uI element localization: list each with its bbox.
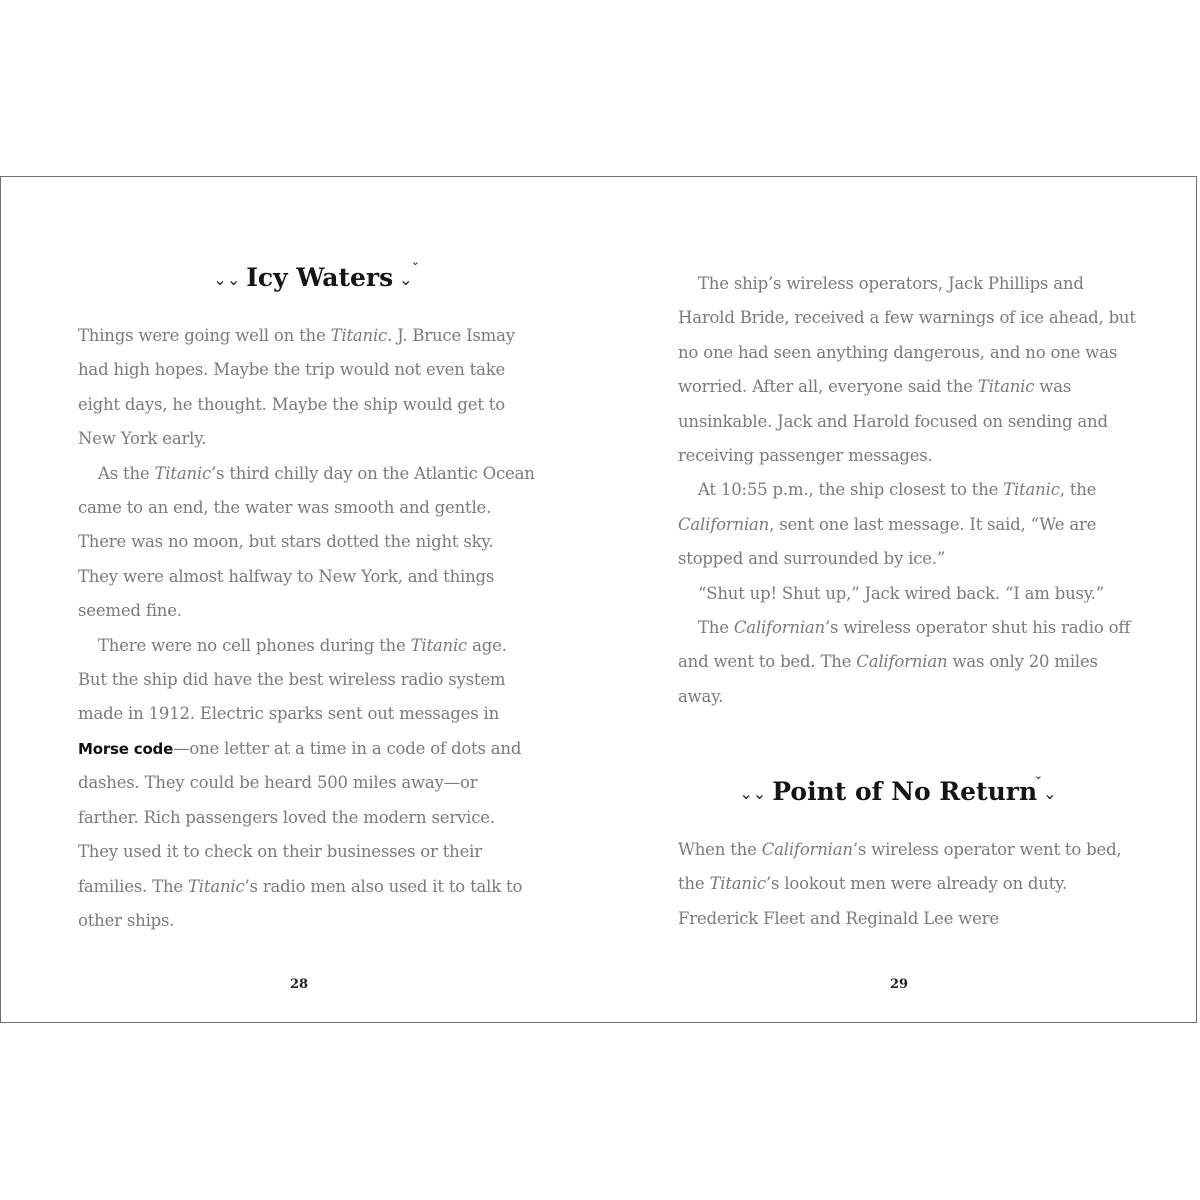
flourish-top-icon: ⌄: [1033, 769, 1043, 782]
paragraph: There were no cell phones during the Titanic age. But the ship did have the best wireless radio system made in 1912. Electric sparks sent out messages in Morse code—one letter at a time in a code of dots and dashes. They could be heard 500 miles away—or farther. Rich passengers loved the modern service. They used it to check on their businesses or their families. The Titanic’s radio men also used it to talk to other ships.: [78, 635, 523, 930]
glossary-term: Morse code: [78, 739, 174, 758]
right-page: [678, 177, 1138, 1022]
paragraph: When the Californian’s wireless operator went to bed, the Titanic’s lookout men were already on duty. Frederick Fleet and Reginald Lee were: [678, 840, 1122, 928]
book-spread: [0, 176, 1197, 1023]
chapter-heading-icy-waters: [188, 255, 438, 292]
flourish-right-icon: ⌄: [1043, 784, 1057, 803]
paragraph: As the Titanic’s third chilly day on the Atlantic Ocean came to an end, the water was smooth and gentle. There was no moon, but stars dotted the night sky. They were almost halfway to New York, and things seemed fine.: [78, 463, 535, 621]
paragraph: At 10:55 p.m., the ship closest to the Titanic, the Californian, sent one last message. It said, “We are stopped and surrounded by ice.”: [678, 480, 1097, 569]
heading-text: Point of No Return: [772, 777, 1038, 806]
paragraph: Things were going well on the Titanic. J. Bruce Ismay had high hopes. Maybe the trip would not even take eight days, he thought. Maybe the ship would get to New York early.: [78, 326, 515, 449]
right-body-text: [678, 267, 1138, 714]
paragraph: “Shut up! Shut up,” Jack wired back. “I am busy.”: [698, 583, 1104, 603]
chapter-heading-point-of-no-return: [733, 769, 1063, 806]
left-page: [78, 177, 538, 1022]
page-number: 29: [890, 977, 909, 992]
flourish-right-icon: ⌄: [399, 270, 413, 289]
page-number: 28: [290, 977, 309, 992]
heading-text: Icy Waters: [246, 263, 394, 292]
left-body-text: [78, 319, 538, 938]
paragraph: The ship’s wireless operators, Jack Phillips and Harold Bride, received a few warnings of ice ahead, but no one had seen anything dangerous, and no one was worried. After all, everyone said the Titanic was unsinkable. Jack and Harold focused on sending and receiving passenger messages.: [678, 274, 1136, 466]
flourish-left-icon: ⌄⌄: [739, 784, 767, 803]
flourish-left-icon: ⌄⌄: [213, 270, 241, 289]
paragraph: The Californian’s wireless operator shut his radio off and went to bed. The Californian was only 20 miles away.: [678, 618, 1131, 706]
flourish-top-icon: ⌄: [410, 255, 420, 268]
right-body-text-2: [678, 833, 1138, 936]
